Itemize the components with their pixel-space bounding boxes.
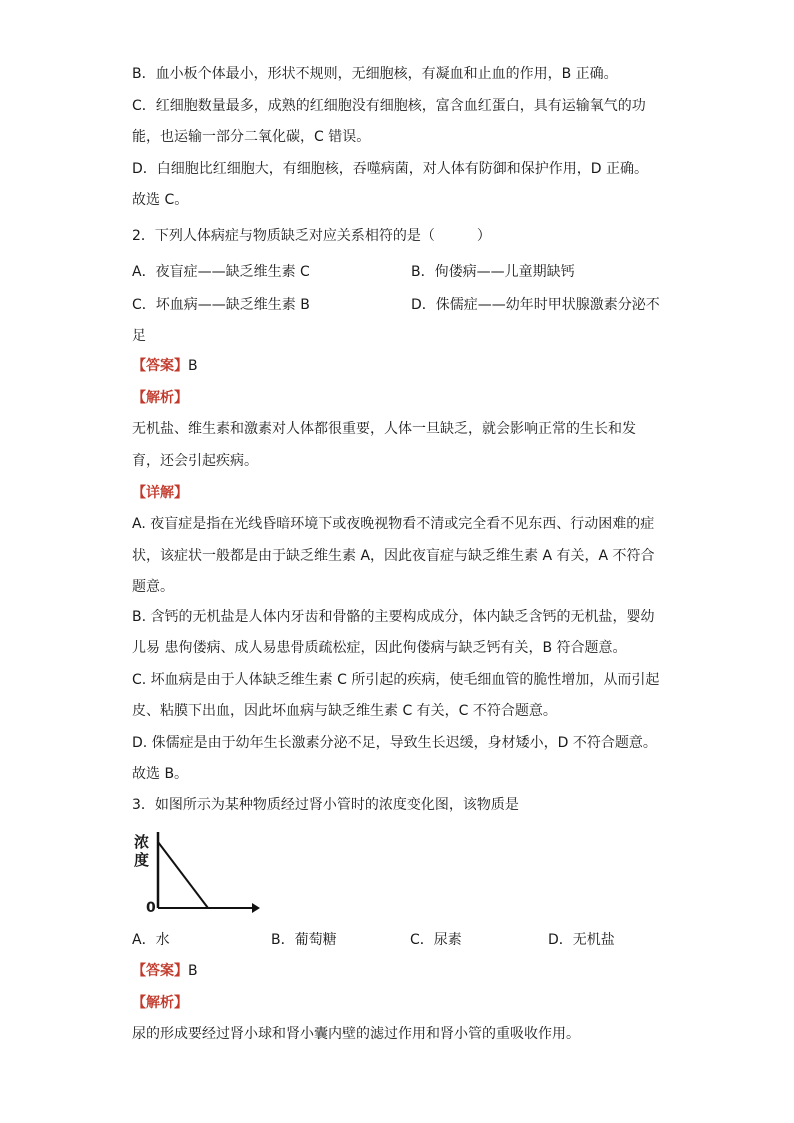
graph-svg	[126, 828, 276, 922]
concentration-curve	[158, 842, 208, 908]
q2-detail-tag	[132, 483, 188, 503]
text-line: 尿的形成要经过肾小球和肾小囊内壁的滤过作用和肾小管的重吸收作用。	[132, 1026, 580, 1042]
answer-tag: 【答案】	[132, 358, 188, 374]
q2-option-d-continued: 足	[132, 328, 146, 344]
text-line: 无机盐、维生素和激素对人体都很重要，人体一旦缺乏，就会影响正常的生长和发	[132, 421, 636, 437]
question-3-stem: 3．如图所示为某种物质经过肾小管时的浓度变化图，该物质是	[132, 797, 519, 813]
x-axis-arrow	[252, 903, 260, 913]
q2-option-d: D．侏儒症——幼年时甲状腺激素分泌不	[411, 297, 660, 313]
origin-label: 0	[146, 900, 156, 916]
q2-option-b: B．佝偻病——儿童期缺钙	[411, 264, 575, 280]
text-line: B. 含钙的无机盐是人体内牙齿和骨骼的主要构成成分，体内缺乏含钙的无机盐，婴幼	[132, 609, 655, 625]
analysis-tag: 【解析】	[132, 390, 188, 406]
answer-value: B	[188, 358, 198, 374]
text-line: 能，也运输一部分二氧化碳，C 错误。	[132, 129, 371, 145]
q3-answer	[132, 961, 198, 981]
text-line: D. 侏儒症是由于幼年生长激素分泌不足，导致生长迟缓，身材矮小，D 不符合题意。	[132, 735, 657, 751]
q3-option-c: C．尿素	[410, 932, 462, 948]
q2-analysis-tag	[132, 388, 188, 408]
q2-option-a: A．夜盲症——缺乏维生素 C	[132, 264, 310, 280]
detail-tag: 【详解】	[132, 485, 188, 501]
text-line: 状，该症状一般都是由于缺乏维生素 A，因此夜盲症与缺乏维生素 A 有关，A 不符合	[132, 548, 655, 564]
q3-analysis-tag	[132, 993, 188, 1013]
concentration-graph	[126, 828, 276, 922]
analysis-tag: 【解析】	[132, 995, 188, 1011]
text-line: D．白细胞比红细胞大，有细胞核，吞噬病菌，对人体有防御和保护作用，D 正确。	[132, 161, 649, 177]
text-line: 题意。	[132, 579, 174, 595]
question-2-stem: 2．下列人体病症与物质缺乏对应关系相符的是（ ）	[132, 228, 491, 244]
y-axis-label-1: 浓	[134, 833, 150, 851]
answer-value: B	[188, 963, 198, 979]
text-line: C. 坏血病是由于人体缺乏维生素 C 所引起的疾病，使毛细血管的脆性增加，从而引起	[132, 672, 660, 688]
text-line: 故选 B。	[132, 766, 189, 782]
q3-option-a: A．水	[132, 932, 170, 948]
text-line: A. 夜盲症是指在光线昏暗环境下或夜晚视物看不清或完全看不见东西、行动困难的症	[132, 516, 655, 532]
text-line: B．血小板个体最小，形状不规则，无细胞核，有凝血和止血的作用，B 正确。	[132, 66, 618, 82]
text-line: 育，还会引起疾病。	[132, 453, 258, 469]
q3-option-b: B．葡萄糖	[271, 932, 337, 948]
text-line: C．红细胞数量最多，成熟的红细胞没有细胞核，富含血红蛋白，具有运输氧气的功	[132, 98, 646, 114]
q2-option-c: C．坏血病——缺乏维生素 B	[132, 297, 310, 313]
q3-option-d: D．无机盐	[548, 932, 615, 948]
q2-answer	[132, 356, 198, 376]
answer-tag: 【答案】	[132, 963, 188, 979]
text-line: 故选 C。	[132, 192, 189, 208]
y-axis-label-2: 度	[134, 851, 150, 869]
text-line: 皮、粘膜下出血，因此坏血病与缺乏维生素 C 有关，C 不符合题意。	[132, 703, 557, 719]
text-line: 儿易 患佝偻病、成人易患骨质疏松症，因此佝偻病与缺乏钙有关，B 符合题意。	[132, 640, 627, 656]
